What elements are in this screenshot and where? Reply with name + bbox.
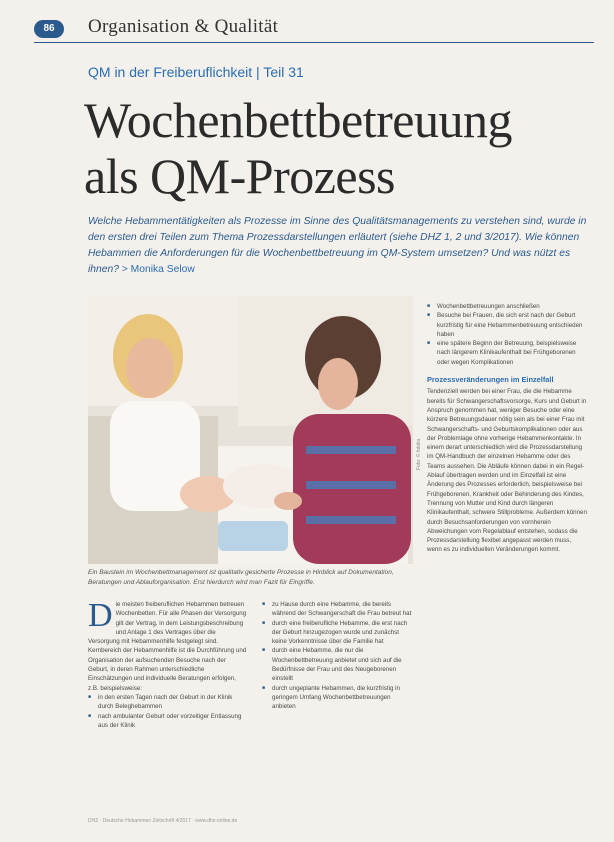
- article-lead: [88, 214, 588, 278]
- page-footer: DHZ · Deutsche Hebammen Zeitschrift 4/2017 · www.dhz-online.de: [88, 818, 238, 824]
- list-item: ■ durch eine Hebamme, die nur die Wochenbettbetreuung anbietet und sich auf die Bedürfnisse der Frau und des Neugeborenen einstellt: [262, 646, 414, 683]
- list-item: ■ durch ungeplante Hebammen, die kurzfristig in geringem Umfang Wochenbettbetreuungen anbieten: [262, 684, 414, 712]
- list-item: ■ Wochenbettbetreuungen anschließen: [427, 302, 587, 311]
- lead-text: Welche Hebammentätigkeiten als Prozesse im Sinne des Qualitätsmanagements zu verstehen sind, wurde in den ersten drei Teilen zum Thema Prozessdarstellungen erläutert (siehe DHZ 1, 2 und 3/2017). Wie können Hebammen die Anforderungen für die Wochenbettbetreuung im QM-System umsetzen? Und was nützt es ihnen?: [88, 216, 587, 275]
- photo-credit: Foto: © fotolia: [416, 438, 422, 470]
- list-item: ■ eine spätere Beginn der Betreuung, beispielsweise nach längerem Klinikaufenthalt bei Frühgeborenen oder wegen Komplikationen: [427, 339, 587, 367]
- list-item: ■ nach ambulanter Geburt oder vorzeitiger Entlassung aus der Klinik: [88, 712, 248, 731]
- body-column-2: [262, 600, 414, 712]
- drop-cap: D: [88, 597, 113, 634]
- intro-paragraph: [88, 597, 248, 693]
- header-divider: [34, 42, 594, 43]
- col2-bullet-list: [262, 600, 414, 712]
- right-bullet-list: [427, 302, 587, 367]
- body-column-1: [88, 597, 248, 730]
- subheading: Prozessveränderungen im Einzelfall: [427, 375, 554, 385]
- author-byline: > Monika Selow: [121, 264, 195, 275]
- list-item: ■ Besuche bei Frauen, die sich erst nach der Geburt kurzfristig für eine Hebammenbetreuung entschieden haben: [427, 311, 587, 339]
- photo-illustration: [88, 296, 413, 564]
- photo-caption: Ein Baustein im Wochenbettmanagement ist qualitativ gesicherte Prozesse in Hinblick auf Dokumentation, Beratungen und Ablauforganisation. Erst hierdurch wird man Fazit für Eingriffe.: [88, 569, 394, 586]
- right-column: [427, 302, 587, 555]
- intro-text: ie meisten freiberuflichen Hebammen betreuen Wochenbetten. Für alle Phasen der Versorgung gilt der Vertrag, in dem Leistungsbeschreibung und Anlage 1 des Vertrages über die Versorgung mit Hebammenhilfe festgelegt sind. Kernbereich der Hebammenhilfe ist die Durchführung und Organisation der aufsuchenden Besuche nach der Geburt, in deren Rahmen unterschiedliche Einschätzungen und individuelle Beratungen erfolgen, z.B. beispielsweise:: [88, 601, 247, 692]
- article-title: [84, 92, 584, 204]
- page-number-badge: 86: [34, 20, 64, 38]
- series-label: QM in der Freiberuflichkeit | Teil 31: [88, 64, 304, 80]
- title-line-2: als QM-Prozess: [84, 148, 396, 204]
- list-item: ■ zu Hause durch eine Hebamme, die bereits während der Schwangerschaft die Frau betreut hat: [262, 600, 414, 619]
- col1-bullet-list: [88, 693, 248, 730]
- right-body-text: Tendenziell werden bei einer Frau, die die Hebamme bereits für Schwangerschaftsvorsorge, Kurs und Geburt in Anspruch genommen hat, weniger Besuche oder eine kürzere Betreuungsdauer nötig sein als bei einer Frau mit Schwangerschafts- und Geburtskomplikationen oder aus der Problemlage ohne vorherige Hebammenkontakte. In einem derart unterschiedlich wird die Prozessdarstellung im QM-Handbuch der einzelnen Hebamme oder des Teams aussehen. Die Abläufe können dabei in ein Regel-Ablauf übertragen werden und im Einzelfall ist eine Änderung des Prozesses erforderlich, beispielsweise bei Frühgeborenen, Krankheit oder Behinderung des Kindes, Trennung von Mutter und Kind durch längeren Klinikaufenthalt, schwere Stillprobleme. Außerdem können durch Besuchsanforderungen von vornherein Abweichungen vom Regelablauf entstehen, sodass die Prozessdarstellung flexibel angepasst werden muss, wenn es zu individuellen Veränderungen kommt.: [427, 388, 587, 554]
- article-photo: [88, 296, 413, 564]
- list-item: ■ durch eine freiberufliche Hebamme, die erst nach der Geburt hinzugezogen wurde und zunächst keine Vorkenntnisse über die Familie hat: [262, 619, 414, 647]
- title-line-1: Wochenbettbetreuung: [84, 92, 512, 148]
- list-item: ■ in den ersten Tagen nach der Geburt in der Klinik durch Beleghebammen: [88, 693, 248, 712]
- section-title: Organisation & Qualität: [88, 16, 279, 37]
